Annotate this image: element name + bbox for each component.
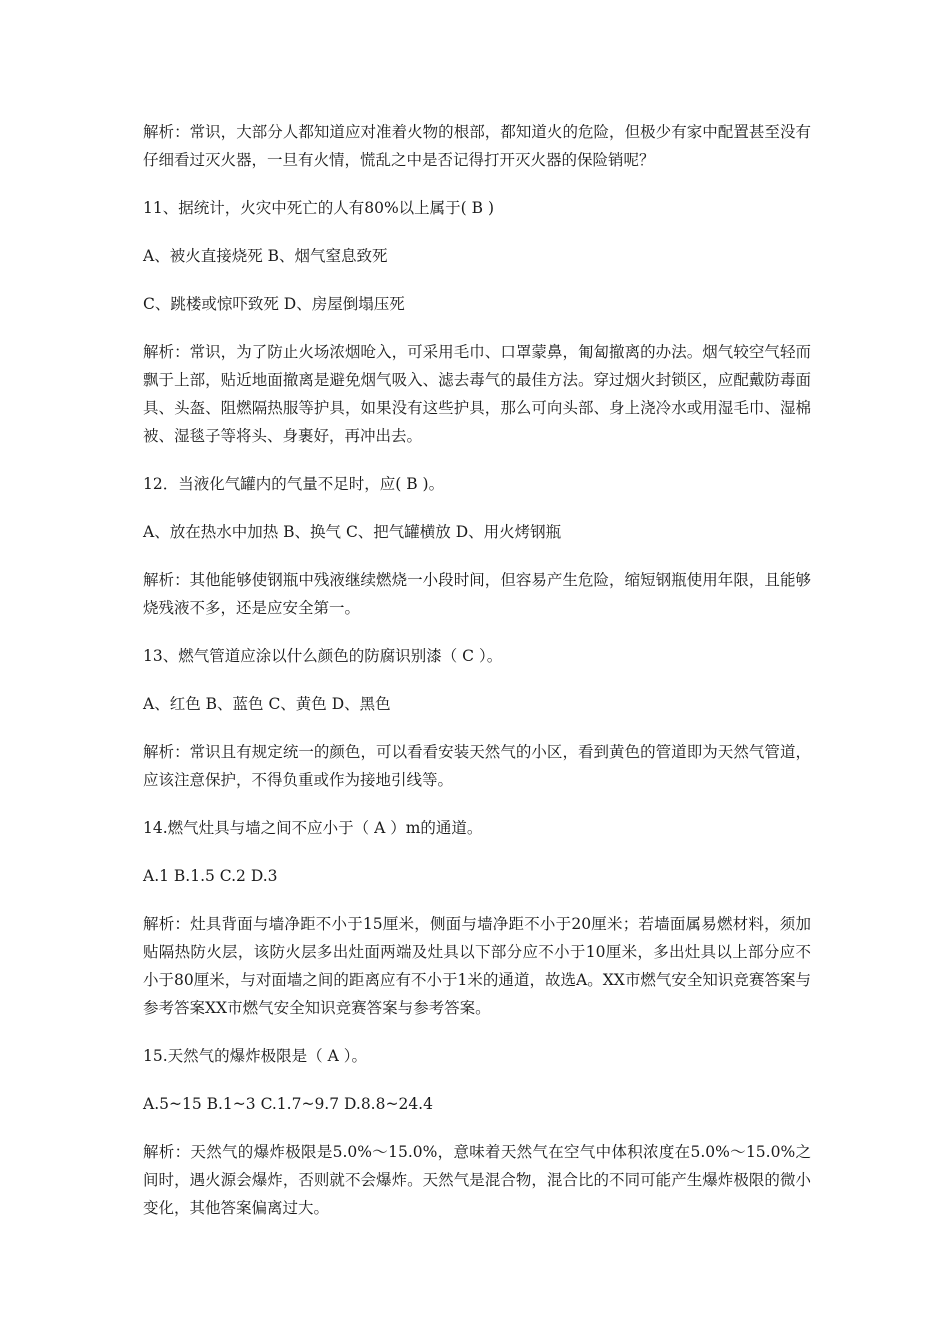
question-11: 11、据统计，火灾中死亡的人有80%以上属于( B ) — [143, 199, 495, 217]
question-11-options-cd: C、跳楼或惊吓致死 D、房屋倒塌压死 — [143, 295, 405, 313]
question-13-explanation: 解析：常识且有规定统一的颜色，可以看看安装天然气的小区，看到黄色的管道即为天然气管道，应该注意保护，不得负重或作为接地引线等。 — [143, 743, 811, 789]
question-11-explanation: 解析：常识，为了防止火场浓烟呛入，可采用毛巾、口罩蒙鼻，匍匐撤离的办法。烟气较空气轻而飘于上部，贴近地面撤离是避免烟气吸入、滤去毒气的最佳方法。穿过烟火封锁区，应配戴防毒面具、头盔、阻燃隔热服等护具，如果没有这些护具，那么可向头部、身上浇冷水或用湿毛巾、湿棉被、湿毯子等将头、身裹好，再冲出去。 — [143, 343, 811, 445]
question-12: 12．当液化气罐内的气量不足时，应( B )。 — [143, 475, 445, 493]
question-14: 14.燃气灶具与墙之间不应小于（ A ）m的通道。 — [143, 819, 483, 837]
question-15-explanation: 解析：天然气的爆炸极限是5.0%～15.0%，意味着天然气在空气中体积浓度在5.0%～15.0%之间时，遇火源会爆炸，否则就不会爆炸。天然气是混合物，混合比的不同可能产生爆炸极限的微小变化，其他答案偏离过大。 — [143, 1143, 811, 1217]
question-15: 15.天然气的爆炸极限是（ A ）。 — [143, 1047, 367, 1065]
document-page — [143, 118, 811, 1242]
question-13: 13、燃气管道应涂以什么颜色的防腐识别漆（ C ）。 — [143, 647, 503, 665]
question-15-options: A.5~15 B.1~3 C.1.7~9.7 D.8.8~24.4 — [143, 1095, 433, 1113]
question-11-options-ab: A、被火直接烧死 B、烟气窒息致死 — [143, 247, 388, 265]
question-14-options: A.1 B.1.5 C.2 D.3 — [143, 867, 278, 885]
question-12-explanation: 解析：其他能够使钢瓶中残液继续燃烧一小段时间，但容易产生危险，缩短钢瓶使用年限，且能够烧残液不多，还是应安全第一。 — [143, 571, 811, 617]
question-12-options: A、放在热水中加热 B、换气 C、把气罐横放 D、用火烤钢瓶 — [143, 523, 562, 541]
question-13-options: A、红色 B、蓝色 C、黄色 D、黑色 — [143, 695, 391, 713]
question-14-explanation: 解析：灶具背面与墙净距不小于15厘米，侧面与墙净距不小于20厘米；若墙面属易燃材料，须加贴隔热防火层，该防火层多出灶面两端及灶具以下部分应不小于10厘米，多出灶具以上部分应不小于80厘米，与对面墙之间的距离应有不小于1米的通道，故选A。XX市燃气安全知识竞赛答案与参考答案XX市燃气安全知识竞赛答案与参考答案。 — [143, 915, 811, 1017]
explanation-paragraph: 解析：常识，大部分人都知道应对准着火物的根部，都知道火的危险，但极少有家中配置甚至没有仔细看过灭火器，一旦有火情，慌乱之中是否记得打开灭火器的保险销呢？ — [143, 123, 811, 169]
